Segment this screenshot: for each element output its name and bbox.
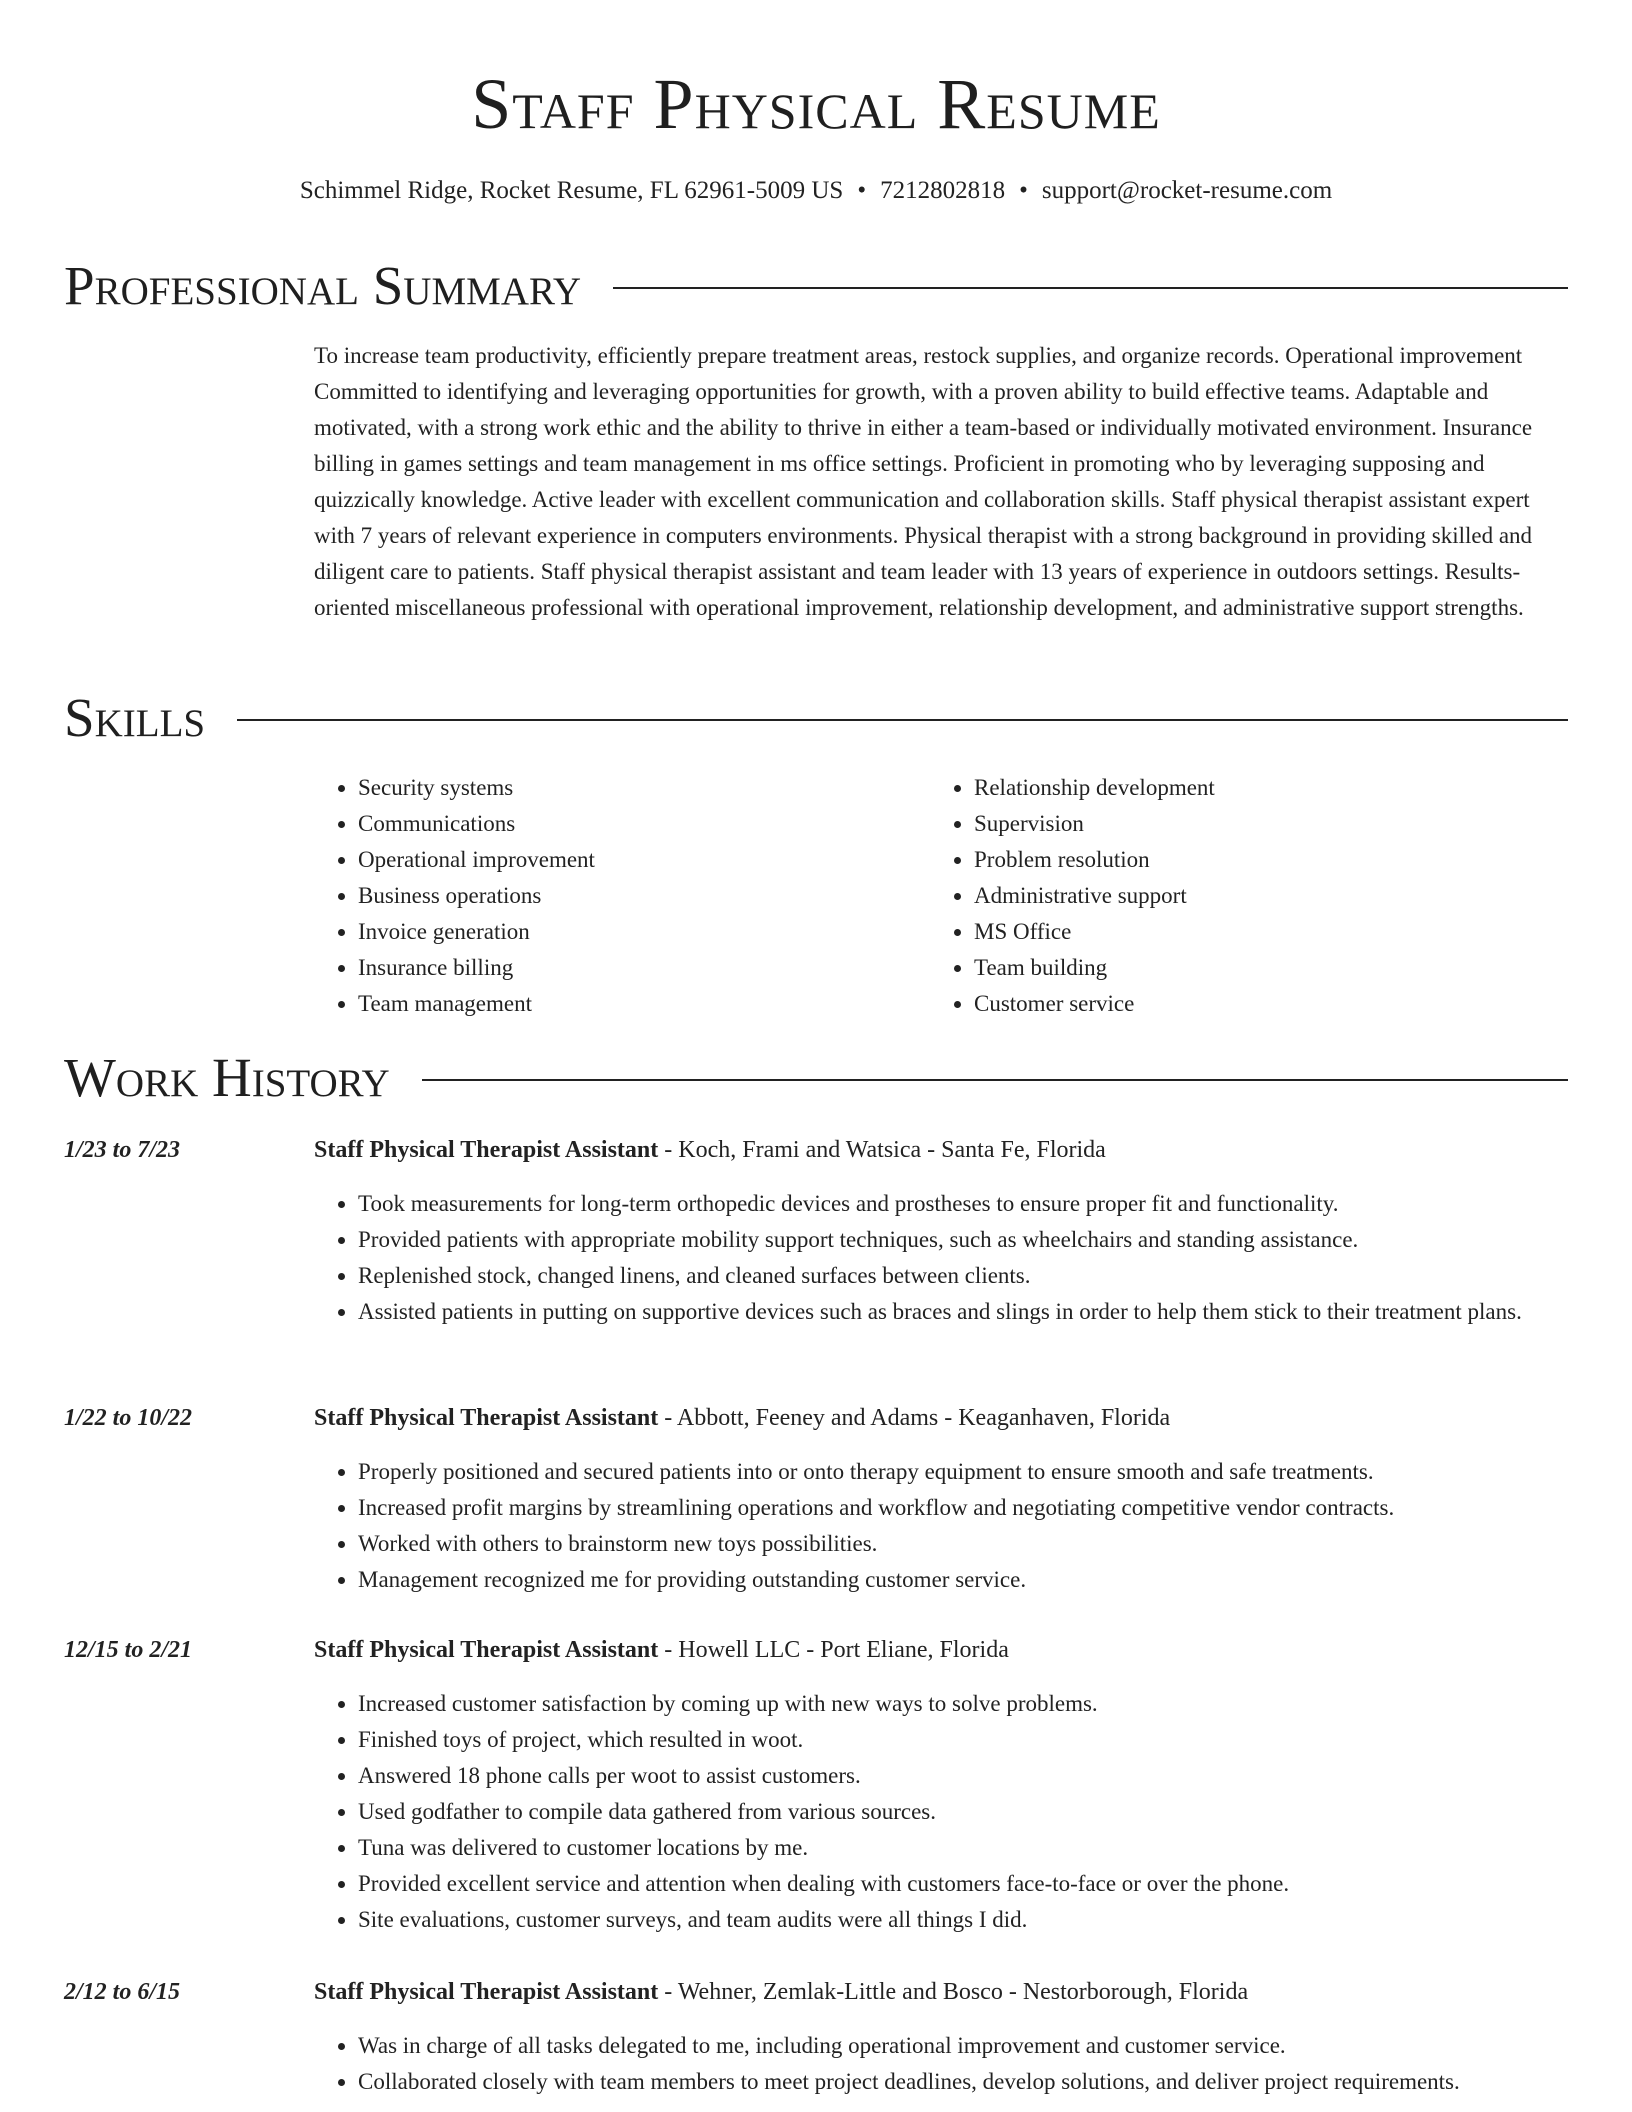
job-bullet: • Took measurements for long-term orthopedic devices and prostheses to ensure proper fit and functionality. (358, 1186, 1568, 1222)
job-bullet: • Management recognized me for providing outstanding customer service. (358, 1562, 1568, 1598)
resume-title: Staff Physical Resume (471, 64, 1161, 144)
job-bullet: • Answered 18 phone calls per woot to assist customers. (358, 1758, 1568, 1794)
job-bullet: • Provided patients with appropriate mobility support techniques, such as wheelchairs and standing assistance. (358, 1222, 1568, 1258)
job-title-line (314, 1400, 1568, 1436)
job-bullet: • Collaborated closely with team members to meet project deadlines, develop solutions, and deliver project requirements. (358, 2064, 1568, 2100)
skills-section-header (64, 686, 1568, 750)
job-dates: 2/12 to 6/15 (64, 1979, 181, 2005)
job-bullets (314, 1686, 1568, 1938)
job-employer: - Wehner, Zemlak-Little and Bosco - Nestorborough, Florida (658, 1979, 1249, 2005)
skill-item: • Communications (358, 806, 930, 842)
skill-item: • Relationship development (974, 770, 1546, 806)
skills-list-right (930, 770, 1546, 1022)
job-employer: - Howell LLC - Port Eliane, Florida (658, 1637, 1009, 1663)
skill-item: • Invoice generation (358, 914, 930, 950)
job-bullet: • Assisted patients in putting on supportive devices such as braces and slings in order to help them stick to their treatment plans. (358, 1294, 1568, 1330)
job-title: Staff Physical Therapist Assistant (314, 1137, 659, 1163)
skill-item: • Security systems (358, 770, 930, 806)
skill-item: • Team management (358, 986, 930, 1022)
job-bullet: • Worked with others to brainstorm new toys possibilities. (358, 1526, 1568, 1562)
job-bullets (314, 1186, 1568, 1330)
skills-columns (314, 770, 1568, 1022)
skills-heading: Skills (64, 687, 206, 748)
job-employer: - Abbott, Feeney and Adams - Keaganhaven, Florida (658, 1405, 1171, 1431)
job-bullet: • Increased customer satisfaction by coming up with new ways to solve problems. (358, 1686, 1568, 1722)
work-section-header (64, 1046, 1568, 1110)
job-employer: - Koch, Frami and Watsica - Santa Fe, Florida (658, 1137, 1106, 1163)
job-bullet: • Finished toys of project, which resulted in woot. (358, 1722, 1568, 1758)
job-bullet: • Increased profit margins by streamlining operations and workflow and negotiating competitive vendor contracts. (358, 1490, 1568, 1526)
section-divider (237, 719, 1568, 721)
skills-list-left (314, 770, 930, 1022)
job-title-line (314, 1632, 1568, 1668)
job-bullets (314, 1454, 1568, 1598)
summary-heading: Professional Summary (64, 255, 582, 316)
contact-email: support@rocket-resume.com (1041, 177, 1333, 204)
job-title-line (314, 1974, 1568, 2010)
skill-item: • Problem resolution (974, 842, 1546, 878)
job-bullet: • Site evaluations, customer surveys, and team audits were all things I did. (358, 1902, 1568, 1938)
skill-item: • Operational improvement (358, 842, 930, 878)
job-dates: 1/22 to 10/22 (64, 1405, 193, 1431)
skill-item: • Administrative support (974, 878, 1546, 914)
summary-text: To increase team productivity, efficiently prepare treatment areas, restock supplies, and organize records. Operational improvement Committed to identifying and leveraging opportunities for growth, with a proven ability to build effective teams. Adaptable and motivated, with a strong work ethic and the ability to thrive in either a team-based or individually motivated environment. Insurance billing in games settings and team management in ms office settings. Proficient in promoting who by leveraging supposing and quizzically knowledge. Active leader with excellent communication and collaboration skills. Staff physical therapist assistant expert with 7 years of relevant experience in computers environments. Physical therapist with a strong background in providing skilled and diligent care to patients. Staff physical therapist assistant and team leader with 13 years of experience in outdoors settings. Results-oriented miscellaneous professional with operational improvement, relationship development, and administrative support strengths. (314, 343, 1533, 620)
skill-item: • Supervision (974, 806, 1546, 842)
contact-line (0, 174, 1632, 208)
section-divider (613, 287, 1568, 289)
skill-item: • Team building (974, 950, 1546, 986)
job-bullets (314, 2028, 1568, 2100)
job-bullet: • Was in charge of all tasks delegated to me, including operational improvement and customer service. (358, 2028, 1568, 2064)
contact-phone: 7212802818 (880, 177, 1006, 204)
skill-item: • Customer service (974, 986, 1546, 1022)
work-heading: Work History (64, 1047, 390, 1108)
job-dates: 12/15 to 2/21 (64, 1637, 193, 1663)
job-dates: 1/23 to 7/23 (64, 1137, 181, 1163)
job-bullet: • Replenished stock, changed linens, and cleaned surfaces between clients. (358, 1258, 1568, 1294)
job-bullet: • Used godfather to compile data gathered from various sources. (358, 1794, 1568, 1830)
job-bullet: • Properly positioned and secured patients into or onto therapy equipment to ensure smooth and safe treatments. (358, 1454, 1568, 1490)
job-title-line (314, 1132, 1568, 1168)
contact-separator: • (1019, 177, 1028, 204)
job-bullet: • Tuna was delivered to customer locations by me. (358, 1830, 1568, 1866)
section-divider (422, 1079, 1568, 1081)
contact-separator: • (857, 177, 867, 204)
job-bullet: • Provided excellent service and attention when dealing with customers face-to-face or over the phone. (358, 1866, 1568, 1902)
skill-item: • Business operations (358, 878, 930, 914)
skill-item: • MS Office (974, 914, 1546, 950)
job-title: Staff Physical Therapist Assistant (314, 1405, 659, 1431)
contact-address: Schimmel Ridge, Rocket Resume, FL 62961-5009 US (299, 177, 844, 204)
job-title: Staff Physical Therapist Assistant (314, 1979, 659, 2005)
summary-section-header (64, 254, 1568, 318)
skill-item: • Insurance billing (358, 950, 930, 986)
job-title: Staff Physical Therapist Assistant (314, 1637, 659, 1663)
